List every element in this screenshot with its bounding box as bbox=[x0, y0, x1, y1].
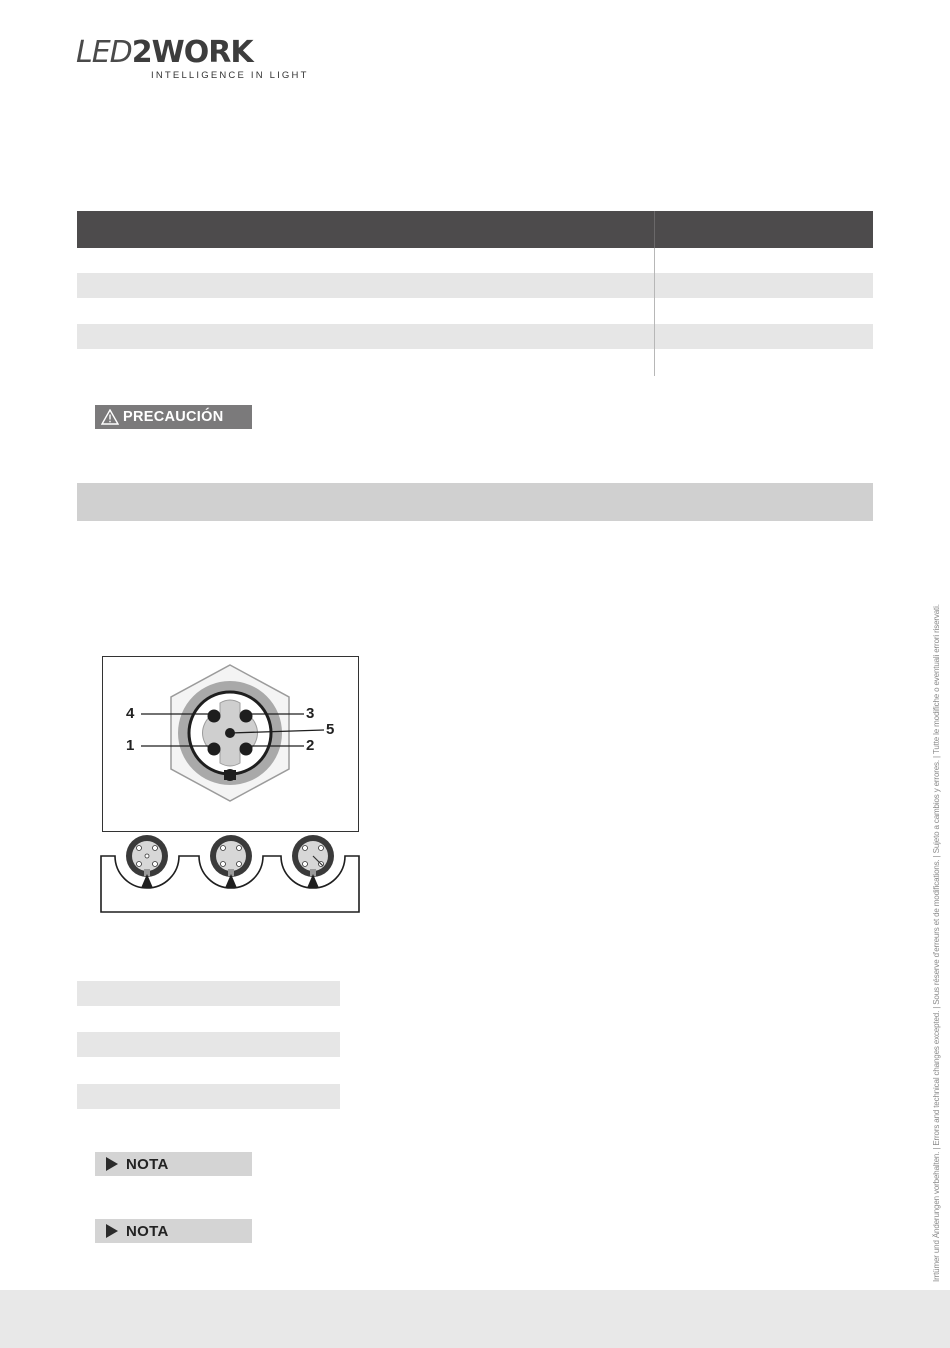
note-label: NOTA bbox=[126, 1222, 169, 1240]
table-row bbox=[77, 324, 873, 349]
caution-badge bbox=[95, 405, 252, 429]
side-disclaimer: Irrtümer und Änderungen vorbehalten. | Errors and technical changes excepted. | Sous réserve d'erreurs et de modifications. | Sujeto a cambios y errores. | Tutte le modifiche o eventuali errori riservati. bbox=[932, 604, 941, 1282]
table-row bbox=[77, 350, 873, 375]
logo-2work: 2WORK bbox=[131, 35, 253, 70]
brand-logo bbox=[76, 35, 309, 86]
connector-view-1 bbox=[126, 835, 168, 888]
logo-wordmark bbox=[76, 36, 253, 70]
pin-label-1: 1 bbox=[126, 737, 135, 754]
note-badge bbox=[95, 1219, 252, 1243]
play-arrow-icon bbox=[106, 1157, 118, 1171]
pin-label-5: 5 bbox=[326, 721, 335, 738]
warning-triangle-icon bbox=[101, 409, 119, 425]
pin-label-2: 2 bbox=[306, 737, 315, 754]
connector-pinout-diagram bbox=[102, 656, 359, 832]
spec-row bbox=[77, 1032, 340, 1057]
connector-orientation-diagram bbox=[99, 834, 361, 914]
pin-label-4: 4 bbox=[126, 705, 135, 722]
page-footer bbox=[0, 1290, 950, 1348]
caution-label: PRECAUCIÓN bbox=[123, 409, 224, 425]
logo-tagline: INTELLIGENCE IN LIGHT bbox=[151, 70, 309, 81]
spec-row bbox=[77, 1084, 340, 1109]
play-arrow-icon bbox=[106, 1224, 118, 1238]
section-heading-band bbox=[77, 483, 873, 521]
table-row bbox=[77, 248, 873, 273]
table-column-divider bbox=[654, 248, 655, 376]
table-row bbox=[77, 273, 873, 298]
connector-view-3 bbox=[292, 835, 334, 888]
note-badge bbox=[95, 1152, 252, 1176]
table-row bbox=[77, 299, 873, 324]
pin-label-3: 3 bbox=[306, 705, 315, 722]
connector-view-2 bbox=[210, 835, 252, 888]
logo-led: LED bbox=[76, 35, 132, 70]
spec-row bbox=[77, 981, 340, 1006]
connector-drawing bbox=[103, 657, 358, 831]
table-header-divider bbox=[654, 211, 655, 248]
note-label: NOTA bbox=[126, 1155, 169, 1173]
table-header bbox=[77, 211, 873, 248]
